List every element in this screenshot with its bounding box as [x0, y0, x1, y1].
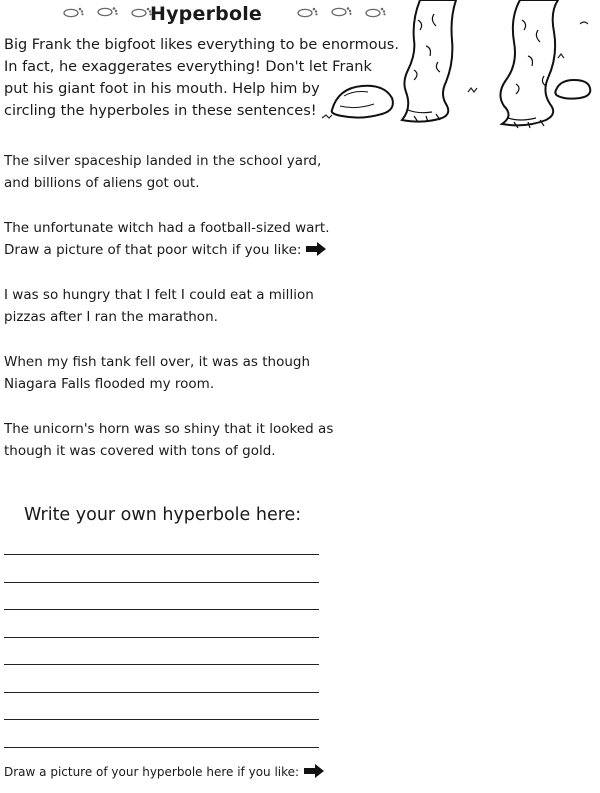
writing-line[interactable]	[4, 554, 319, 582]
sentence-line: I was so hungry that I felt I could eat a million	[4, 287, 314, 303]
footprint-icon	[96, 6, 120, 18]
sentence-line: and billions of aliens got out.	[4, 175, 200, 191]
draw-prompt-text: Draw a picture of your hyperbole here if you like:	[4, 765, 300, 779]
footprints-left	[62, 6, 154, 24]
footprint-icon	[296, 6, 320, 18]
draw-prompt	[4, 764, 325, 779]
sentence-line: The unfortunate witch had a football-sized wart.	[4, 220, 330, 236]
intro-line: Big Frank the bigfoot likes everything to be enormous.	[4, 37, 399, 53]
sentence-line: Niagara Falls flooded my room.	[4, 376, 215, 392]
writing-line[interactable]	[4, 719, 319, 747]
writing-line[interactable]	[4, 637, 319, 665]
write-own-prompt: Write your own hyperbole here:	[24, 505, 302, 525]
writing-line[interactable]	[4, 609, 319, 637]
sentence-line: pizzas after I ran the marathon.	[4, 309, 218, 325]
sentence-item	[4, 284, 364, 328]
intro-line: put his giant foot in his mouth. Help him by	[4, 81, 320, 97]
sentence-line: The unicorn's horn was so shiny that it looked as	[4, 421, 334, 437]
writing-lines[interactable]	[4, 554, 319, 774]
sentence-line: Draw a picture of that poor witch if you like:	[4, 242, 302, 258]
writing-line[interactable]	[4, 582, 319, 610]
writing-line[interactable]	[4, 664, 319, 692]
right-arrow-icon	[303, 764, 325, 778]
sentence-item	[4, 351, 364, 395]
intro-line: In fact, he exaggerates everything! Don't let Frank	[4, 59, 372, 75]
right-arrow-icon	[305, 242, 327, 256]
sentence-item	[4, 217, 364, 261]
sentence-line: though it was covered with tons of gold.	[4, 443, 276, 459]
sentence-item	[4, 418, 364, 462]
writing-line[interactable]	[4, 692, 319, 720]
sentence-line-with-arrow	[4, 239, 364, 261]
hyperbole-sentences	[4, 150, 364, 485]
sentence-line: When my fish tank fell over, it was as though	[4, 354, 311, 370]
worksheet-title: Hyperbole	[150, 3, 262, 25]
footprint-icon	[62, 6, 86, 18]
sentence-item	[4, 150, 364, 194]
intro-line: circling the hyperboles in these sentences!	[4, 103, 317, 119]
bigfoot-feet-illustration	[318, 0, 600, 140]
sentence-line: The silver spaceship landed in the school yard,	[4, 153, 322, 169]
